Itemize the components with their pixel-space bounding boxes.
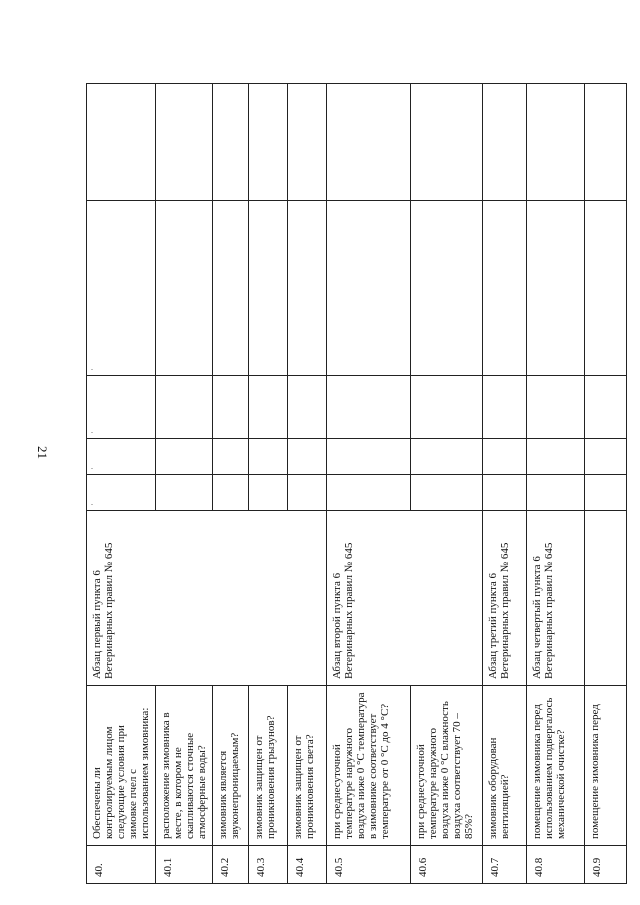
basis-cell: Абзац первый пункта 6 Ветеринарных правил № 645: [87, 511, 327, 686]
table-row: [288, 84, 327, 884]
answer-cell: [288, 439, 327, 475]
answer-cell: [156, 475, 213, 511]
row-number: 40.8: [527, 846, 585, 884]
answer-cell: [213, 439, 249, 475]
answer-cell: [213, 376, 249, 439]
answer-cell: [411, 475, 483, 511]
table-row: [249, 84, 288, 884]
table-row: [411, 84, 483, 884]
question-cell: расположение зимовника в месте, в котором не скапливаются сточные атмосферные воды?: [156, 686, 213, 846]
answer-cell: [411, 376, 483, 439]
answer-cell: [249, 376, 288, 439]
answer-na-cell: ˙: [87, 376, 156, 439]
answer-cell: [327, 201, 411, 376]
answer-cell: [327, 439, 411, 475]
basis-cell: [585, 511, 627, 686]
answer-cell: [585, 376, 627, 439]
answer-cell: [327, 475, 411, 511]
question-cell: Обеспечены ли контролируемым лицом следующие условия при зимовке пчел с использованием зимовника:: [87, 686, 156, 846]
row-number: 40.1: [156, 846, 213, 884]
row-number: 40.3: [249, 846, 288, 884]
extra-cell: [585, 84, 627, 201]
answer-cell: [483, 439, 527, 475]
answer-cell: [249, 439, 288, 475]
answer-cell: [527, 201, 585, 376]
question-cell: помещение зимовника перед: [585, 686, 627, 846]
extra-cell: [156, 84, 213, 201]
answer-cell: [249, 201, 288, 376]
answer-cell: [527, 439, 585, 475]
answer-cell: [288, 201, 327, 376]
question-cell: зимовник защищен от проникновения грызунов?: [249, 686, 288, 846]
row-number: 40.4: [288, 846, 327, 884]
answer-yes-cell: ˙: [87, 475, 156, 511]
answer-cell: [156, 439, 213, 475]
table-row: [483, 84, 527, 884]
table-row: [87, 84, 156, 884]
table-row: [527, 84, 585, 884]
question-cell: при среднесуточной температуре наружного воздуха ниже 0 °С влажность воздуха соответствует 70 – 85%?: [411, 686, 483, 846]
question-cell: зимовник оборудован вентиляцией?: [483, 686, 527, 846]
answer-cell: [156, 201, 213, 376]
answer-cell: [527, 376, 585, 439]
question-cell: зимовник защищен от проникновения света?: [288, 686, 327, 846]
inspection-table: [86, 83, 627, 884]
extra-cell: [483, 84, 527, 201]
answer-cell: [585, 201, 627, 376]
extra-cell: [288, 84, 327, 201]
row-number: 40.7: [483, 846, 527, 884]
row-number: 40.: [87, 846, 156, 884]
basis-cell: Абзац третий пункта 6 Ветеринарных правил № 645: [483, 511, 527, 686]
answer-no-cell: ˙: [87, 439, 156, 475]
table-row: [156, 84, 213, 884]
extra-cell: [327, 84, 411, 201]
extra-cell: [213, 84, 249, 201]
basis-cell: Абзац четвертый пункта 6 Ветеринарных правил № 645: [527, 511, 585, 686]
extra-cell: [249, 84, 288, 201]
extra-cell: [527, 84, 585, 201]
table-row: [585, 84, 627, 884]
page-number: 21: [35, 446, 50, 459]
answer-cell: [585, 475, 627, 511]
table-row: [213, 84, 249, 884]
table-row: [327, 84, 411, 884]
answer-cell: [156, 376, 213, 439]
answer-cell: [213, 201, 249, 376]
answer-cell: [527, 475, 585, 511]
row-number: 40.5: [327, 846, 411, 884]
extra-cell: [87, 84, 156, 201]
extra-cell: [411, 84, 483, 201]
question-cell: зимовник является звуконепроницаемым?: [213, 686, 249, 846]
row-number: 40.6: [411, 846, 483, 884]
basis-cell: Абзац второй пункта 6 Ветеринарных правил № 645: [327, 511, 483, 686]
answer-cell: [327, 376, 411, 439]
answer-cell: [411, 201, 483, 376]
answer-cell: [213, 475, 249, 511]
answer-cell: [411, 439, 483, 475]
answer-note-cell: ˙: [87, 201, 156, 376]
answer-cell: [249, 475, 288, 511]
answer-cell: [483, 201, 527, 376]
answer-cell: [483, 376, 527, 439]
rotated-table-wrapper: [86, 84, 622, 884]
row-number: 40.9: [585, 846, 627, 884]
answer-cell: [288, 376, 327, 439]
question-cell: помещение зимовника перед использованием подвергалось механической очистке?: [527, 686, 585, 846]
question-cell: при среднесуточной температуре наружного воздуха ниже 0 °С температура в зимовнике соответствует температуре от 0 °С до 4 °С?: [327, 686, 411, 846]
answer-cell: [483, 475, 527, 511]
answer-cell: [288, 475, 327, 511]
answer-cell: [585, 439, 627, 475]
row-number: 40.2: [213, 846, 249, 884]
